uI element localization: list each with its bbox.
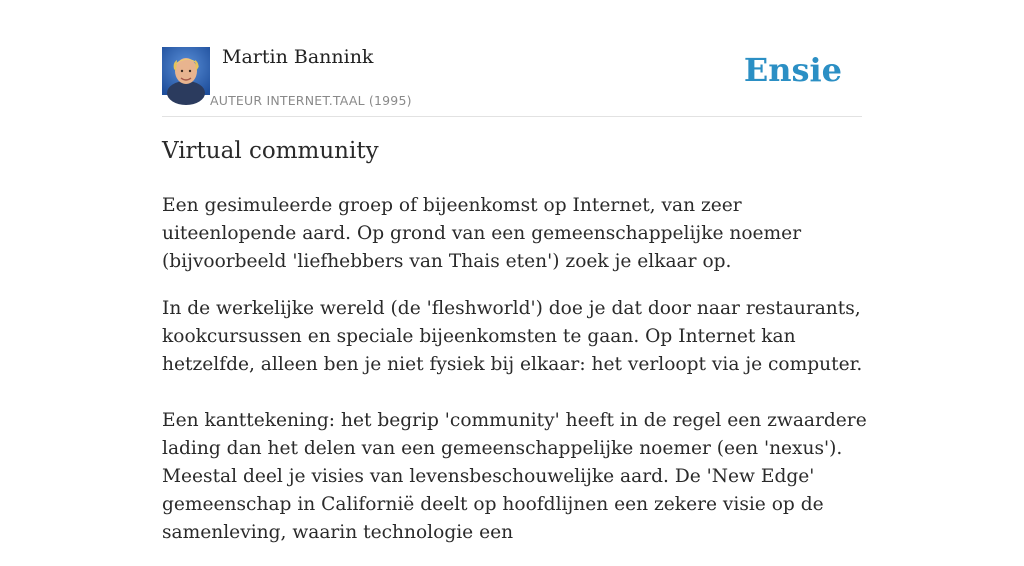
brand-logo[interactable]: Ensie [743,51,842,89]
article-body [162,192,872,566]
author-name[interactable]: Martin Bannink [222,46,374,68]
article-header [162,44,862,117]
author-avatar[interactable] [162,47,210,95]
article-paragraph: Een kanttekening: het begrip 'community' heeft in de regel een zwaardere lading dan het delen van een gemeenschappelijke noemer (een 'nexus'). Meestal deel je visies van levensbeschouwelijke aard. De 'New Edge' gemeenschap in Californië deelt op hoofdlijnen een zekere visie op de samenleving, waarin technologie een [162,410,867,543]
article-paragraph: Een gesimuleerde groep of bijeenkomst op Internet, van zeer uiteenlopende aard. Op grond van een gemeenschappelijke noemer (bijvoorbeeld 'liefhebbers van Thais eten') zoek je elkaar op. [162,195,802,272]
article-paragraph: In de werkelijke wereld (de 'fleshworld') doe je dat door naar restaurants, kookcursussen en speciale bijeenkomsten te gaan. Op Internet kan hetzelfde, alleen ben je niet fysiek bij elkaar: het verloopt via je computer. [162,298,863,375]
article-title: Virtual community [162,138,379,164]
author-role: AUTEUR INTERNET.TAAL (1995) [210,93,412,108]
